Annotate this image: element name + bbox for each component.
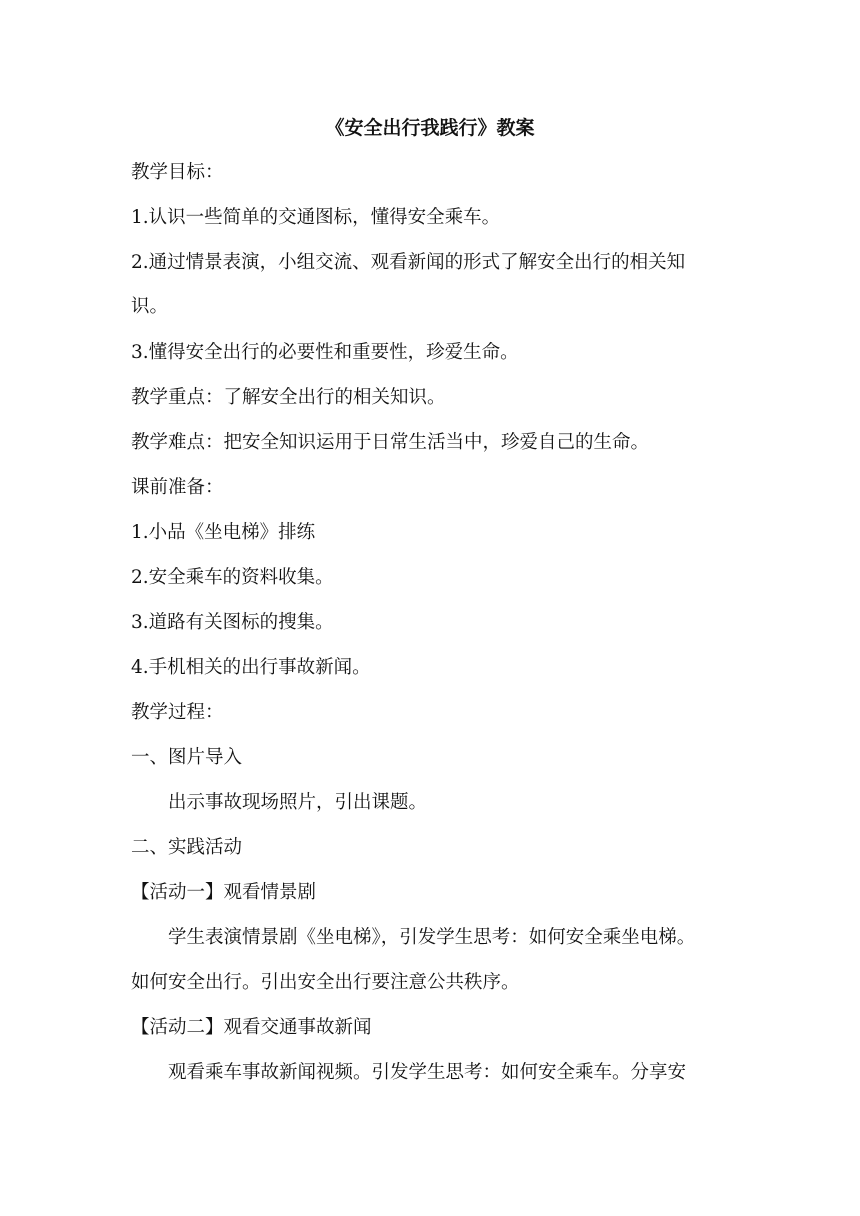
section-1-paragraph: 出示事故现场照片，引出课题。 (168, 792, 428, 813)
goal-item-1: 1.认识一些简单的交通图标，懂得安全乘车。 (131, 207, 501, 228)
section-1-heading: 一、图片导入 (131, 747, 243, 768)
section-2-heading: 二、实践活动 (131, 837, 243, 858)
goal-item-2-continued: 识。 (131, 296, 169, 317)
teaching-key-point: 教学重点：了解安全出行的相关知识。 (131, 387, 446, 408)
activity-1-paragraph-continued: 如何安全出行。引出安全出行要注意公共秩序。 (131, 972, 520, 993)
preparation-item-2: 2.安全乘车的资料收集。 (131, 567, 334, 588)
heading-teaching-goals: 教学目标： (131, 162, 224, 183)
preparation-item-1: 1.小品《坐电梯》排练 (131, 522, 316, 543)
preparation-item-4: 4.手机相关的出行事故新闻。 (131, 657, 371, 678)
document-title: 《安全出行我践行》教案 (325, 117, 535, 139)
preparation-item-3: 3.道路有关图标的搜集。 (131, 612, 334, 633)
activity-2-heading: 【活动二】观看交通事故新闻 (131, 1017, 372, 1038)
heading-teaching-process: 教学过程： (131, 702, 224, 723)
activity-1-heading: 【活动一】观看情景剧 (131, 882, 317, 903)
activity-2-paragraph: 观看乘车事故新闻视频。引发学生思考：如何安全乘车。分享安 (168, 1062, 687, 1083)
heading-preparation: 课前准备： (131, 477, 224, 498)
goal-item-2: 2.通过情景表演，小组交流、观看新闻的形式了解安全出行的相关知 (131, 252, 686, 273)
teaching-difficulty: 教学难点：把安全知识运用于日常生活当中，珍爱自己的生命。 (131, 432, 650, 453)
activity-1-paragraph: 学生表演情景剧《坐电梯》，引发学生思考：如何安全乘坐电梯。 (168, 927, 696, 948)
goal-item-3: 3.懂得安全出行的必要性和重要性，珍爱生命。 (131, 342, 519, 363)
